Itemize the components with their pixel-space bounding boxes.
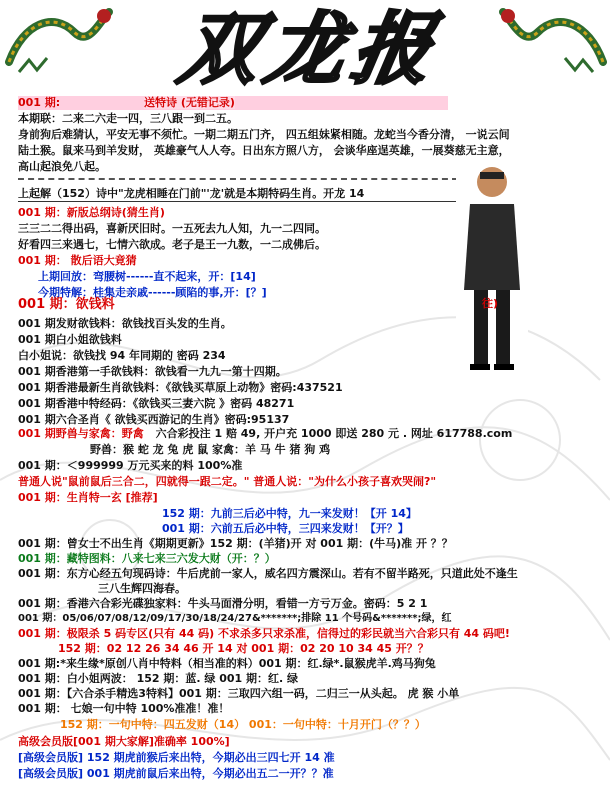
s4-row: 152 期：02 12 26 34 46 开 14 对 001 期：02 20 10 34 45 开？？ [58,642,429,655]
this-issue-answer: 今期特解：桂集走亲戚------顾陷的事,开：[？] [38,286,267,299]
yuqian-row: 001 期发财欲钱料：欲钱找百头发的生肖。 [18,317,232,330]
s4-row: 001 期：藏特图料：八来七来三六发大财（开：？） [18,552,276,565]
presenter-photo [456,160,528,372]
divider-solid [18,201,458,202]
s4-row: 001 期：香港六合彩光碟独家料：牛头马面滑分明，看错一方亏万金。密码：5 2 1 [18,597,428,610]
last-issue-replay: 上期回放：弯腰树------直不起来，开：[14] [38,270,256,283]
vip-title: 高级会员版[001 期大家解]准确率 100%] [18,735,230,748]
yesheng-line: 野兽：猴 蛇 龙 兔 虎 鼠 家禽：羊 马 牛 猪 狗 鸡 [90,443,331,456]
ad-text[interactable]: 六合彩投注 1 赔 49, 开户充 1000 即送 280 元 . 网址 617788.com [155,427,513,440]
yuqian-row: 001 期六合圣肖《 欲钱买西游记的生肖》密码:95137 [18,413,290,426]
yuqian-row: 001 期白小姐欲钱料 [18,333,122,346]
s4-row: 001 期：曾女士不出生肖《期期更新》152 期：(羊猪)开 对 001 期：(牛马)准 开 ？？ [18,537,453,550]
yesheng-ad-row [18,426,512,441]
dragon-left-icon [4,2,114,82]
masthead-title: 双龙报 [173,4,448,95]
shangqi-line: 上起解（152）诗中"龙虎相睡在门前"'龙'就是本期特码生肖。开龙 14 [18,187,365,200]
s4-row: 001 期:*来生缘*原创八肖中特料（相当准的料）001 期：红.绿*.鼠猴虎羊.鸡马狗兔 [18,657,436,670]
orange-line: 152 期：一句中特：四五发财（14） 001：一句中特：十月开门（？？） [60,718,426,731]
putong-line: 普通人说"鼠前鼠后三合二，四就得一跟二定。" 普通人说："为什么小孩子喜欢哭闹?" [18,475,437,488]
poem-line-a: 身前狗后难猜认，平安无事不须忙。一期二期五门齐， 四五组妹紧相随。龙蛇当今香分清， 一说云间 [18,128,510,141]
sanhou-title: 001 期： 散后语大竟猜 [18,254,137,267]
yesheng-label: 001 期野兽与家禽：野禽 [18,427,144,440]
s4-row: 001 期：05/06/07/08/12/09/17/30/18/24/27&*******;排除 11 个号码&*******;绿，红 [18,613,452,624]
poem-title: 送特诗 (无错记录) [144,96,235,109]
poem-line-c: 高山起浪免八起。 [18,160,106,173]
poem-line-b: 陆土猴。鼠来马到羊发财， 英雄豪气人人夸。日出东方照八方， 会谈华座逞英雄，一展葵慈无主意， [18,144,510,157]
center-line-2: 001 期：六前五后必中特，三四来发财！【开？】 [162,522,409,535]
yuqian-row: 白小姐说：欲钱找 94 年同期的 密码 234 [18,349,226,362]
s4-row: 001 期：东方心经五句现码诗：牛后虎前一家人，威名四方震深山。若有不留半路死，只道此处不逢生 [18,567,518,580]
s4-row: 001 期：极限杀 5 码专区(只有 44 码) 不求杀多只求杀准，信得过的彩民就当六合彩只有 44 码吧! [18,627,510,640]
yuqian-row: 001 期香港最新生肖欲钱料：《欲钱买草原上动物》密码:437521 [18,381,343,394]
ben-line: 本期联：二来二六走一四，三八跟一到二五。 [18,112,238,125]
divider [18,178,458,180]
issue-label: 001 期: [18,96,61,109]
vip-line-1: [高级会员版] 152 期虎前猴后来出特，今期必出三四七开 14 准 [18,751,335,764]
zonggang-line2: 好看四三来遇七，七情六欲成。老子是王一九数，一二成佛后。 [18,238,326,251]
vip-line-2: [高级会员版] 001 期虎前鼠后来出特，今期必出五二一开？？准 [18,767,334,780]
s4-row: 三八生辉四海春。 [98,582,186,595]
dragon-right-icon [498,2,608,82]
wanyuan-line: 001 期：＜999999 万元买来的料 100%准 [18,459,243,472]
s4-row: 001 期：白小姐两波： 152 期：蓝. 绿 001 期：红. 绿 [18,672,299,685]
s4-row: 001 期： 七娘一句中特 100%准准！准！ [18,702,230,715]
yuqian-row: 001 期香港中特经码：《欲钱买三妻六院 》密码 48271 [18,397,295,410]
yuqian-title: 001 期：欲钱料 [18,297,115,312]
center-line-1: 152 期：九前三后必中特，九一来发财！【开 14】 [162,507,417,520]
zonggang-line1: 三三二二得出码，喜新厌旧时。一五死去九人知，九一二四同。 [18,222,326,235]
section1-header [18,95,235,110]
shengxiao-title: 001 期：生肖特一玄 [推荐] [18,491,158,504]
s4-row: 001 期：【六合杀手精选3特料】001 期：三取四六组一码，二归三一从头起。 虎 猴 小单 [18,687,460,700]
side-red-tail: 往) [482,297,499,310]
yuqian-row: 001 期香港第一手欲钱料：欲钱看一九九一第十四期。 [18,365,287,378]
zonggang-title: 001 期：新版总纲诗(猜生肖) [18,206,165,219]
